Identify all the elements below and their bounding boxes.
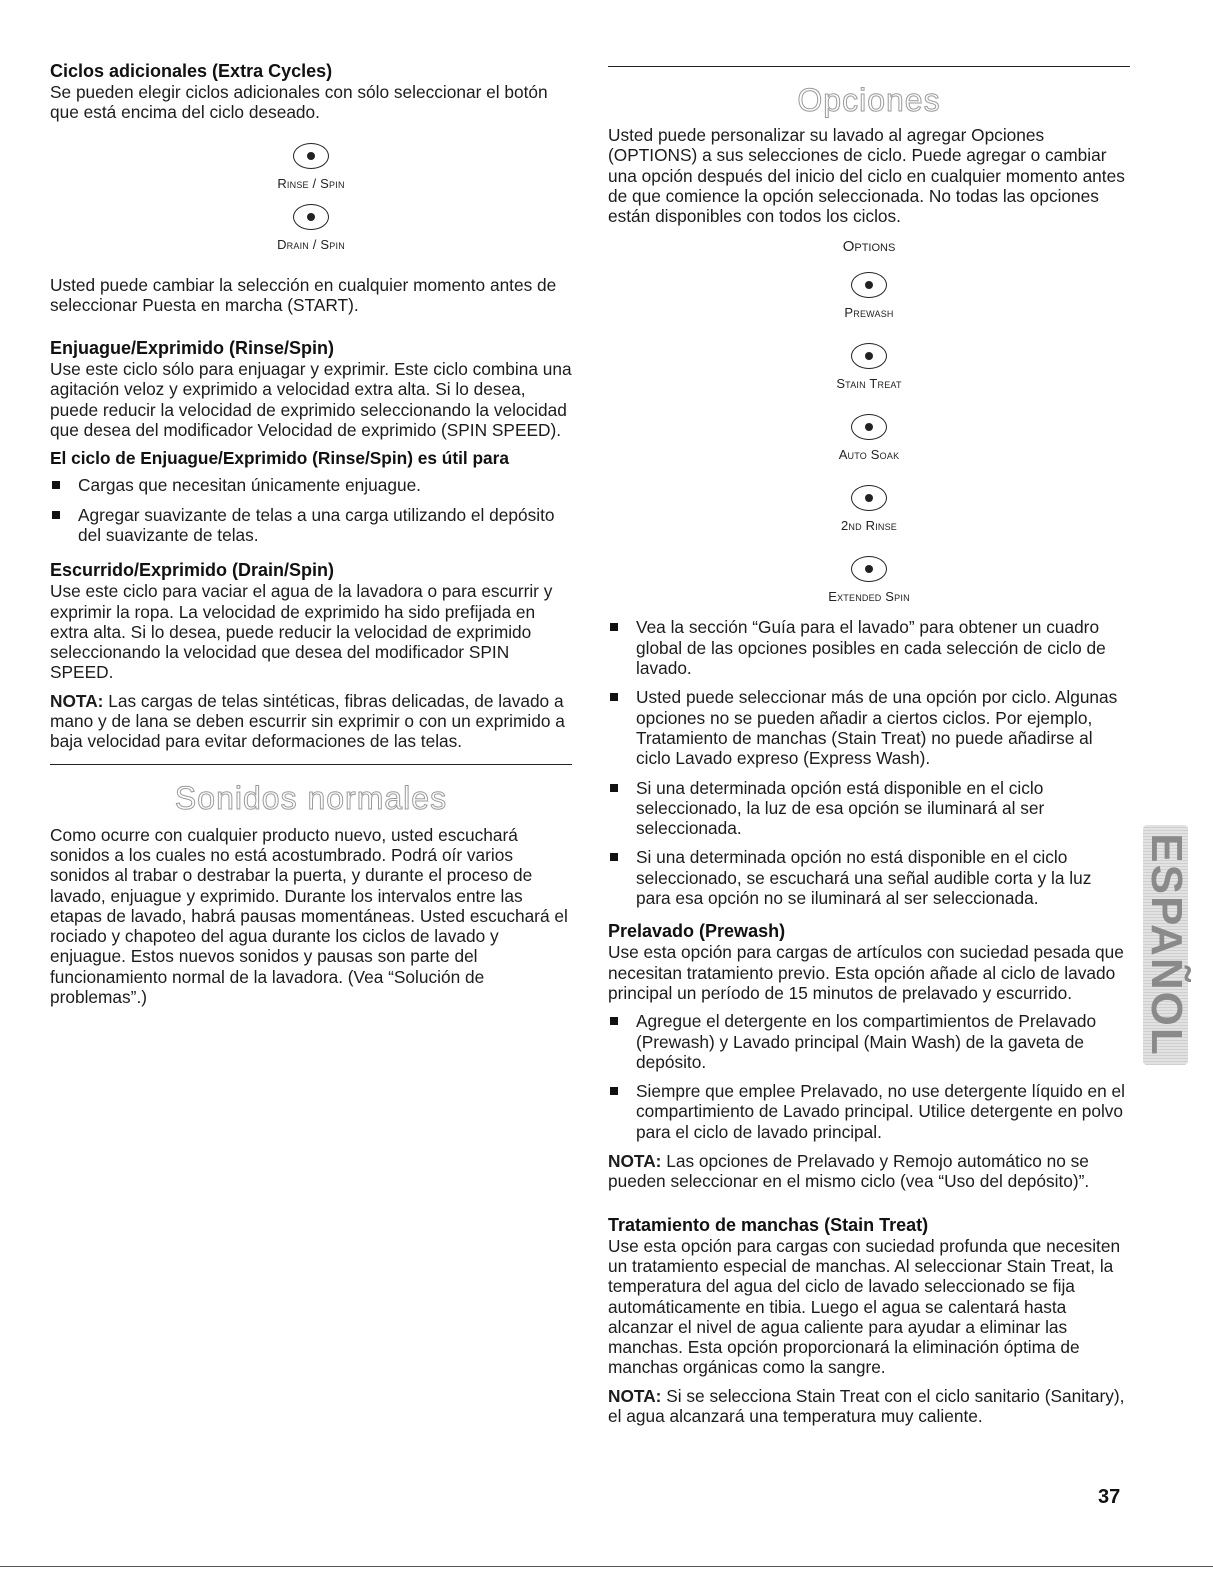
second-rinse-control bbox=[608, 485, 1130, 534]
prewash-button-icon bbox=[851, 272, 887, 298]
prewash-text: Use esta opción para cargas de artículos con suciedad pesada que necesitan tratamiento previo. Esta opción añade al ciclo de lavado principal un período de 15 minutos de prelavado y escurrido. bbox=[608, 942, 1124, 1003]
right-column bbox=[608, 60, 1130, 1426]
options-heading: Opciones bbox=[797, 82, 941, 118]
prewash-control bbox=[608, 272, 1130, 321]
normal-sounds-text: Como ocurre con cualquier producto nuevo, usted escuchará sonidos a los cuales no está acostumbrado. Podrá oír varios sonidos al trabar o destrabar la puerta, y durante el proceso de lavado, enjuague y exprimido. Durante los intervalos entre las etapas de lavado, habrá pausas momentáneas. Usted escuchará el rociado y chapoteo del agua durante los ciclos de lavado y enjuague. Estos nuevos sonidos y pausas son parte del funcionamiento normal de la lavadora. (Vea “Solución de problemas”.) bbox=[50, 824, 568, 1008]
list-item: Agregar suavizante de telas a una carga utilizando el depósito del suavizante de telas. bbox=[50, 505, 572, 546]
prewash-note bbox=[608, 1151, 1130, 1192]
list-item: Si una determinada opción no está disponible en el ciclo seleccionado, se escuchará una señal audible corta y la luz para esa opción no se iluminará al ser seleccionada. bbox=[608, 847, 1130, 908]
bottom-divider bbox=[0, 1566, 1213, 1567]
rinse-spin-useful-heading: El ciclo de Enjuague/Exprimido (Rinse/Spin) es útil para bbox=[50, 448, 510, 469]
normal-sounds-heading: Sonidos normales bbox=[174, 779, 448, 816]
options-text: Usted puede personalizar su lavado al agregar Opciones (OPTIONS) a sus selecciones de ciclo. Puede agregar o cambiar una opción después del inicio del ciclo en cualquier momento antes de que comience la opción seleccionada. No todas las opciones están disponibles con todos los ciclos. bbox=[608, 125, 1125, 227]
section-divider bbox=[608, 66, 1130, 67]
rinse-spin-list bbox=[50, 475, 572, 545]
extra-cycles-note: Usted puede cambiar la selección en cualquier momento antes de seleccionar Puesta en marcha (START). bbox=[50, 274, 557, 315]
note-text: Las opciones de Prelavado y Remojo automático no se pueden seleccionar en el mismo ciclo (vea “Uso del depósito)”. bbox=[608, 1151, 1090, 1192]
extra-cycles-text: Se pueden elegir ciclos adicionales con sólo seleccionar el botón que está encima del ciclo deseado. bbox=[50, 82, 548, 123]
left-column bbox=[50, 60, 572, 1007]
note-label: NOTA: bbox=[50, 690, 104, 711]
list-item: Agregue el detergente en los compartimientos de Prelavado (Prewash) y Lavado principal (Main Wash) de la gaveta de depósito. bbox=[608, 1011, 1130, 1072]
extended-spin-control bbox=[608, 556, 1130, 605]
rinse-spin-text: Use este ciclo sólo para enjuagar y exprimir. Este ciclo combina una agitación veloz y exprimido a velocidad extra alta. Si lo desea, puede reducir la velocidad de exprimido seleccionando la velocidad que desea del modificador Velocidad de exprimido (SPIN SPEED). bbox=[50, 359, 572, 441]
auto-soak-control bbox=[608, 414, 1130, 463]
rinse-spin-control bbox=[50, 143, 572, 192]
auto-soak-label: Auto Soak bbox=[838, 447, 900, 463]
section-divider bbox=[50, 764, 572, 765]
list-item: Usted puede seleccionar más de una opción por ciclo. Algunas opciones no se pueden añadir a ciertos ciclos. Por ejemplo, Tratamiento de manchas (Stain Treat) no puede añadirse al ciclo Lavado expreso (Express Wash). bbox=[608, 687, 1130, 768]
drain-spin-control bbox=[50, 204, 572, 253]
prewash-heading: Prelavado (Prewash) bbox=[608, 921, 786, 942]
note-label: NOTA: bbox=[608, 1151, 662, 1172]
options-panel-label: Options bbox=[842, 238, 896, 256]
drain-spin-heading: Escurrido/Exprimido (Drain/Spin) bbox=[50, 560, 335, 581]
extended-spin-button-icon bbox=[851, 556, 887, 582]
stain-treat-button-icon bbox=[851, 343, 887, 369]
drain-spin-text: Use este ciclo para vaciar el agua de la lavadora o para escurrir y exprimir la ropa. La velocidad de exprimido ha sido prefijada en extra alta. Si lo desea, puede reducir la velocidad de exprimido seleccionando la velocidad que desea del modificador SPIN SPEED. bbox=[50, 581, 553, 683]
second-rinse-label: 2nd Rinse bbox=[840, 518, 898, 534]
prewash-list bbox=[608, 1011, 1130, 1142]
list-item: Si una determinada opción está disponible en el ciclo seleccionado, la luz de esa opción se iluminará al ser seleccionada. bbox=[608, 778, 1130, 839]
extended-spin-label: Extended Spin bbox=[828, 589, 910, 605]
note-label: NOTA: bbox=[608, 1385, 662, 1406]
auto-soak-button-icon bbox=[851, 414, 887, 440]
language-tab-label: ESPAÑOL bbox=[1141, 833, 1191, 1057]
rinse-spin-label: Rinse / Spin bbox=[277, 175, 345, 191]
stain-treat-heading: Tratamiento de manchas (Stain Treat) bbox=[608, 1214, 929, 1235]
extra-cycles-heading: Ciclos adicionales (Extra Cycles) bbox=[50, 61, 333, 81]
stain-treat-note bbox=[608, 1386, 1130, 1427]
rinse-spin-heading: Enjuague/Exprimido (Rinse/Spin) bbox=[50, 338, 335, 359]
page-number: 37 bbox=[1098, 1486, 1121, 1508]
list-item: Siempre que emplee Prelavado, no use detergente líquido en el compartimiento de Lavado principal. Utilice detergente en polvo para el ciclo de lavado principal. bbox=[608, 1081, 1130, 1142]
prewash-label: Prewash bbox=[844, 305, 894, 321]
note-text: Las cargas de telas sintéticas, fibras delicadas, de lavado a mano y de lana se deben escurrir sin exprimir o con un exprimido a baja velocidad para evitar deformaciones de las telas. bbox=[50, 690, 565, 752]
stain-treat-text: Use esta opción para cargas con suciedad profunda que necesiten un tratamiento especial de manchas. Al seleccionar Stain Treat, la temperatura del agua del ciclo de lavado seleccionado se fija automáticamente en tibia. Luego el agua se calentará hasta alcanzar el nivel de agua caliente para ayudar a eliminar las manchas. Esta opción proporcionará la eliminación óptima de manchas orgánicas como la sangre. bbox=[608, 1235, 1121, 1378]
list-item: Vea la sección “Guía para el lavado” para obtener un cuadro global de las opciones posibles en cada selección de ciclo de lavado. bbox=[608, 617, 1130, 678]
drain-spin-note bbox=[50, 691, 572, 752]
note-text: Si se selecciona Stain Treat con el ciclo sanitario (Sanitary), el agua alcanzará una temperatura muy caliente. bbox=[608, 1385, 1125, 1426]
second-rinse-button-icon bbox=[851, 485, 887, 511]
language-tab bbox=[1141, 825, 1191, 1065]
rinse-spin-button-icon bbox=[293, 143, 329, 169]
drain-spin-button-icon bbox=[293, 204, 329, 230]
list-item: Cargas que necesitan únicamente enjuague. bbox=[50, 475, 572, 495]
options-list bbox=[608, 617, 1130, 908]
stain-treat-label: Stain Treat bbox=[836, 376, 902, 392]
drain-spin-label: Drain / Spin bbox=[277, 236, 345, 252]
stain-treat-control bbox=[608, 343, 1130, 392]
